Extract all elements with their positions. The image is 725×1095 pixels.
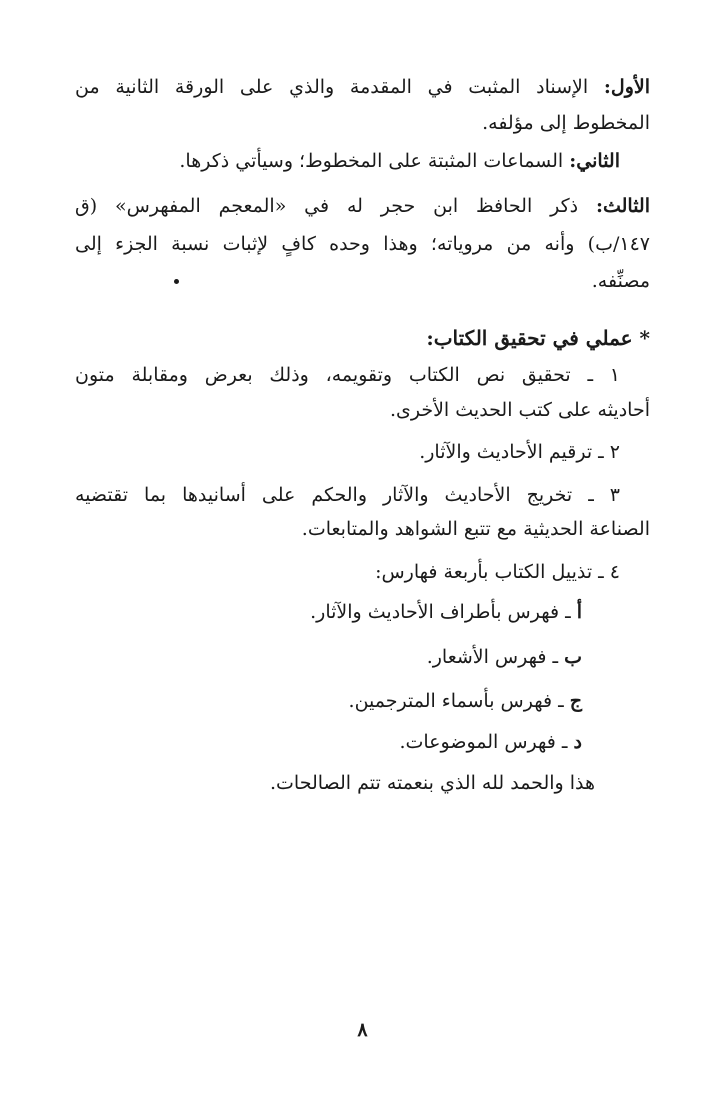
work-item-3-line-1: ٣ ـ تخريج الأحاديث والآثار والحكم على أسانيدها بما تقتضيه xyxy=(75,484,620,506)
proof-second-label: الثاني: xyxy=(569,150,620,172)
work-heading: * عملي في تحقيق الكتاب: xyxy=(426,326,650,350)
closing-line: هذا والحمد لله الذي بنعمته تتم الصالحات. xyxy=(269,772,595,794)
proof-third-line-1 xyxy=(75,191,650,221)
work-item-1-line-1: ١ ـ تحقيق نص الكتاب وتقويمه، وذلك بعرض ومقابلة متون xyxy=(75,364,620,386)
proof-third-text: ذكر الحافظ ابن حجر له في «المعجم المفهرس» (ق xyxy=(75,195,579,217)
proof-third-label: الثالث: xyxy=(595,195,651,217)
work-item-4: ٤ ـ تذييل الكتاب بأربعة فهارس: xyxy=(375,561,620,583)
proof-first-line-1 xyxy=(75,72,650,102)
proof-third-line-2: ١٤٧/ب) وأنه من مروياته؛ وهذا وحده كافٍ لإثبات نسبة الجزء إلى xyxy=(75,233,650,255)
proof-first-label: الأول: xyxy=(603,76,650,98)
index-item-d-text: ـ فهرس الموضوعات. xyxy=(399,731,568,753)
index-item-a xyxy=(310,597,582,627)
index-item-b-text: ـ فهرس الأشعار. xyxy=(426,646,559,668)
index-item-d-letter: د xyxy=(573,731,582,753)
proof-third-line-3: مصنِّفه. xyxy=(591,270,650,292)
proof-second-line xyxy=(179,146,620,176)
proof-first-text: الإسناد المثبت في المقدمة والذي على الورقة الثانية من xyxy=(75,76,589,98)
index-item-b xyxy=(427,642,582,672)
index-item-c-text: ـ فهرس بأسماء المترجمين. xyxy=(348,690,564,712)
proof-first-line-2: المخطوط إلى مؤلفه. xyxy=(482,112,650,134)
index-item-a-text: ـ فهرس بأطراف الأحاديث والآثار. xyxy=(310,601,571,623)
index-item-b-letter: ب xyxy=(564,646,582,668)
stray-dot-mark xyxy=(174,279,179,284)
index-item-d xyxy=(399,727,582,757)
page-number: ٨ xyxy=(357,1019,368,1041)
proof-second-text: السماعات المثبتة على المخطوط؛ وسيأتي ذكرها. xyxy=(179,150,564,172)
work-item-1-line-2: أحاديثه على كتب الحديث الأخرى. xyxy=(389,399,650,421)
index-item-a-letter: أ xyxy=(576,601,582,623)
index-item-c xyxy=(349,686,582,716)
work-item-3-line-2: الصناعة الحديثية مع تتبع الشواهد والمتابعات. xyxy=(301,518,650,540)
work-item-2: ٢ ـ ترقيم الأحاديث والآثار. xyxy=(419,441,620,463)
index-item-c-letter: ج xyxy=(569,690,582,712)
